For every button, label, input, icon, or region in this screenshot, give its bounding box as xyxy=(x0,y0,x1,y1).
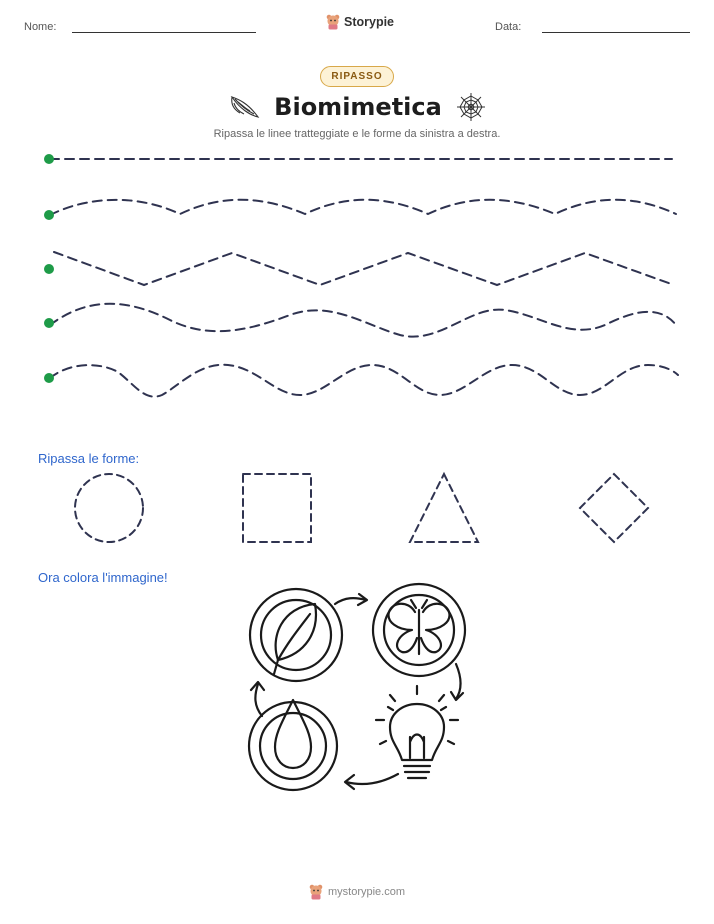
trace-triangle[interactable] xyxy=(410,474,478,542)
trace-diamond[interactable] xyxy=(580,474,648,542)
shapes-section-label: Ripassa le forme: xyxy=(38,451,140,466)
coloring-image[interactable] xyxy=(230,582,480,797)
review-badge: RIPASSO xyxy=(320,66,393,87)
start-dot xyxy=(44,318,54,328)
tracing-line-soft-wave[interactable] xyxy=(50,200,676,215)
start-dot xyxy=(44,210,54,220)
footer-site-link[interactable]: mystorypie.com xyxy=(327,886,406,898)
trace-circle[interactable] xyxy=(75,474,143,542)
start-dot xyxy=(44,154,54,164)
wing-icon xyxy=(228,93,260,121)
tracing-line-bumpy-wave[interactable] xyxy=(50,365,678,397)
name-label: Nome: xyxy=(24,21,57,33)
instructions: Ripassa le linee tratteggiate e le forme da sinistra a destra. xyxy=(213,128,501,140)
logo-text: Storypie xyxy=(344,15,395,29)
name-line[interactable] xyxy=(72,32,256,33)
spider-web-icon xyxy=(456,92,486,122)
date-label: Data: xyxy=(495,21,522,33)
lightbulb-icon xyxy=(376,686,458,778)
date-line[interactable] xyxy=(542,32,690,33)
page-title: Biomimetica xyxy=(274,93,442,121)
start-dot xyxy=(44,264,54,274)
start-dot xyxy=(44,373,54,383)
trace-square[interactable] xyxy=(243,474,311,542)
cycle-arrow-icon xyxy=(456,664,461,699)
cycle-arrow-icon xyxy=(255,684,262,716)
tracing-lines-area xyxy=(0,140,714,400)
tracing-line-zigzag[interactable] xyxy=(54,252,674,285)
tracing-line-big-wave[interactable] xyxy=(50,304,676,337)
tracing-shapes-area xyxy=(0,465,714,555)
footer xyxy=(0,884,714,900)
water-drop-circle-icon xyxy=(249,700,337,790)
color-section-label: Ora colora l'immagine! xyxy=(38,570,168,585)
leaf-circle-icon xyxy=(250,589,342,681)
bear-logo-icon xyxy=(326,14,340,30)
bear-logo-icon xyxy=(309,884,323,900)
logo xyxy=(326,14,394,30)
butterfly-circle-icon xyxy=(373,584,465,676)
